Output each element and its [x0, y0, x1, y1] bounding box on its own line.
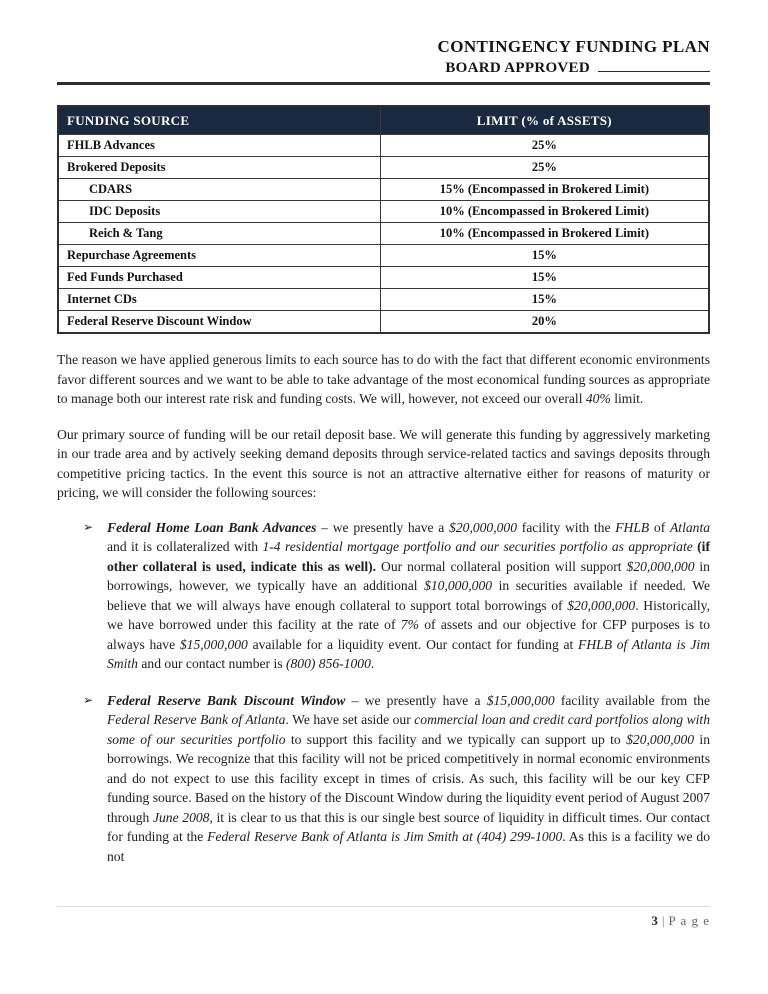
limit-cell: 25%: [380, 135, 709, 157]
funding-source-cell: Internet CDs: [58, 289, 380, 311]
table-row: [58, 267, 709, 289]
arrow-bullet-icon: ➢: [83, 692, 94, 707]
limit-cell: 15%: [380, 245, 709, 267]
table-row: [58, 289, 709, 311]
table-row: [58, 311, 709, 334]
funding-source-cell: Repurchase Agreements: [58, 245, 380, 267]
limit-cell: 25%: [380, 157, 709, 179]
board-approved-label: BOARD APPROVED: [445, 60, 590, 76]
document-title: CONTINGENCY FUNDING PLAN: [437, 37, 710, 56]
table-row: [58, 201, 709, 223]
funding-source-cell: IDC Deposits: [58, 201, 380, 223]
table-row: [58, 223, 709, 245]
paragraph-limits-rationale: The reason we have applied generous limits to each source has to do with the fact that different economic environments favor different sources and we want to be able to take advantage of the most economical funding sources as appropriate to manage both our interest rate risk and funding costs. We will, however, not exceed our overall 40% limit.: [57, 352, 710, 406]
bullet-fhlb-advances: [83, 518, 710, 674]
table-row: [58, 135, 709, 157]
paragraph-primary-source: Our primary source of funding will be our retail deposit base. We will generate this funding by aggressively marketing in our trade area and by actively seeking demand deposits through service-related tactics and savings deposits through competitive pricing tactics. In the event this source is not an attractive alternative either for reasons of maturity or pricing, we will consider the following sources:: [57, 426, 710, 500]
funding-table: [57, 105, 710, 334]
document-header: [57, 36, 710, 78]
board-approved-row: [57, 58, 710, 78]
limit-cell: 15% (Encompassed in Brokered Limit): [380, 179, 709, 201]
limit-cell: 15%: [380, 267, 709, 289]
funding-source-cell: FHLB Advances: [58, 135, 380, 157]
table-row: [58, 157, 709, 179]
column-header-funding-source: FUNDING SOURCE: [58, 106, 380, 135]
funding-source-cell: Fed Funds Purchased: [58, 267, 380, 289]
limit-cell: 10% (Encompassed in Brokered Limit): [380, 201, 709, 223]
column-header-limit: LIMIT (% of ASSETS): [380, 106, 709, 135]
signature-line: [598, 71, 710, 72]
funding-source-cell: Brokered Deposits: [58, 157, 380, 179]
funding-source-cell: CDARS: [58, 179, 380, 201]
table-row: [58, 245, 709, 267]
limit-cell: 15%: [380, 289, 709, 311]
arrow-bullet-icon: ➢: [83, 519, 94, 534]
bullet-text: Federal Reserve Bank Discount Window – we presently have a $15,000,000 facility available from the Federal Reserve Bank of Atlanta. We have set aside our commercial loan and credit card portfolios along with some of our securities portfolio to support this facility and we typically can support up to $20,000,000 in borrowings. We recognize that this facility will not be priced competitively in normal economic environments and do not expect to use this facility except in times of crisis. As such, this facility will be our key CFP funding source. Based on the history of the Discount Window during the liquidity event period of August 2007 through June 2008, it is clear to us that this is our single best source of liquidity in difficult times. Our contact for funding at the Federal Reserve Bank of Atlanta is Jim Smith at (404) 299-1000. As this is a facility we do not: [107, 692, 710, 864]
limit-cell: 20%: [380, 311, 709, 334]
funding-source-cell: Federal Reserve Discount Window: [58, 311, 380, 334]
limit-cell: 10% (Encompassed in Brokered Limit): [380, 223, 709, 245]
table-header-row: [58, 106, 709, 135]
table-row: [58, 179, 709, 201]
funding-source-cell: Reich & Tang: [58, 223, 380, 245]
bullet-text: Federal Home Loan Bank Advances – we presently have a $20,000,000 facility with the FHLB of Atlanta and it is collateralized with 1-4 residential mortgage portfolio and our securities portfolio as appropriate (if other collateral is used, indicate this as well). Our normal collateral position will support $20,000,000 in borrowings, however, we typically have an additional $10,000,000 in securities available if needed. We believe that we will always have enough collateral to support total borrowings of $20,000,000. Historically, we have borrowed under this facility at the rate of 7% of assets and our objective for CFP purposes is to always have $15,000,000 available for a liquidity event. Our contact for funding at FHLB of Atlanta is Jim Smith and our contact number is (800) 856-1000.: [107, 519, 711, 671]
page-number: 3 | P a g e: [651, 913, 710, 928]
page-footer: [57, 906, 710, 929]
header-divider: [57, 82, 710, 85]
footer-divider: [57, 906, 710, 907]
bullet-discount-window: [83, 691, 710, 867]
